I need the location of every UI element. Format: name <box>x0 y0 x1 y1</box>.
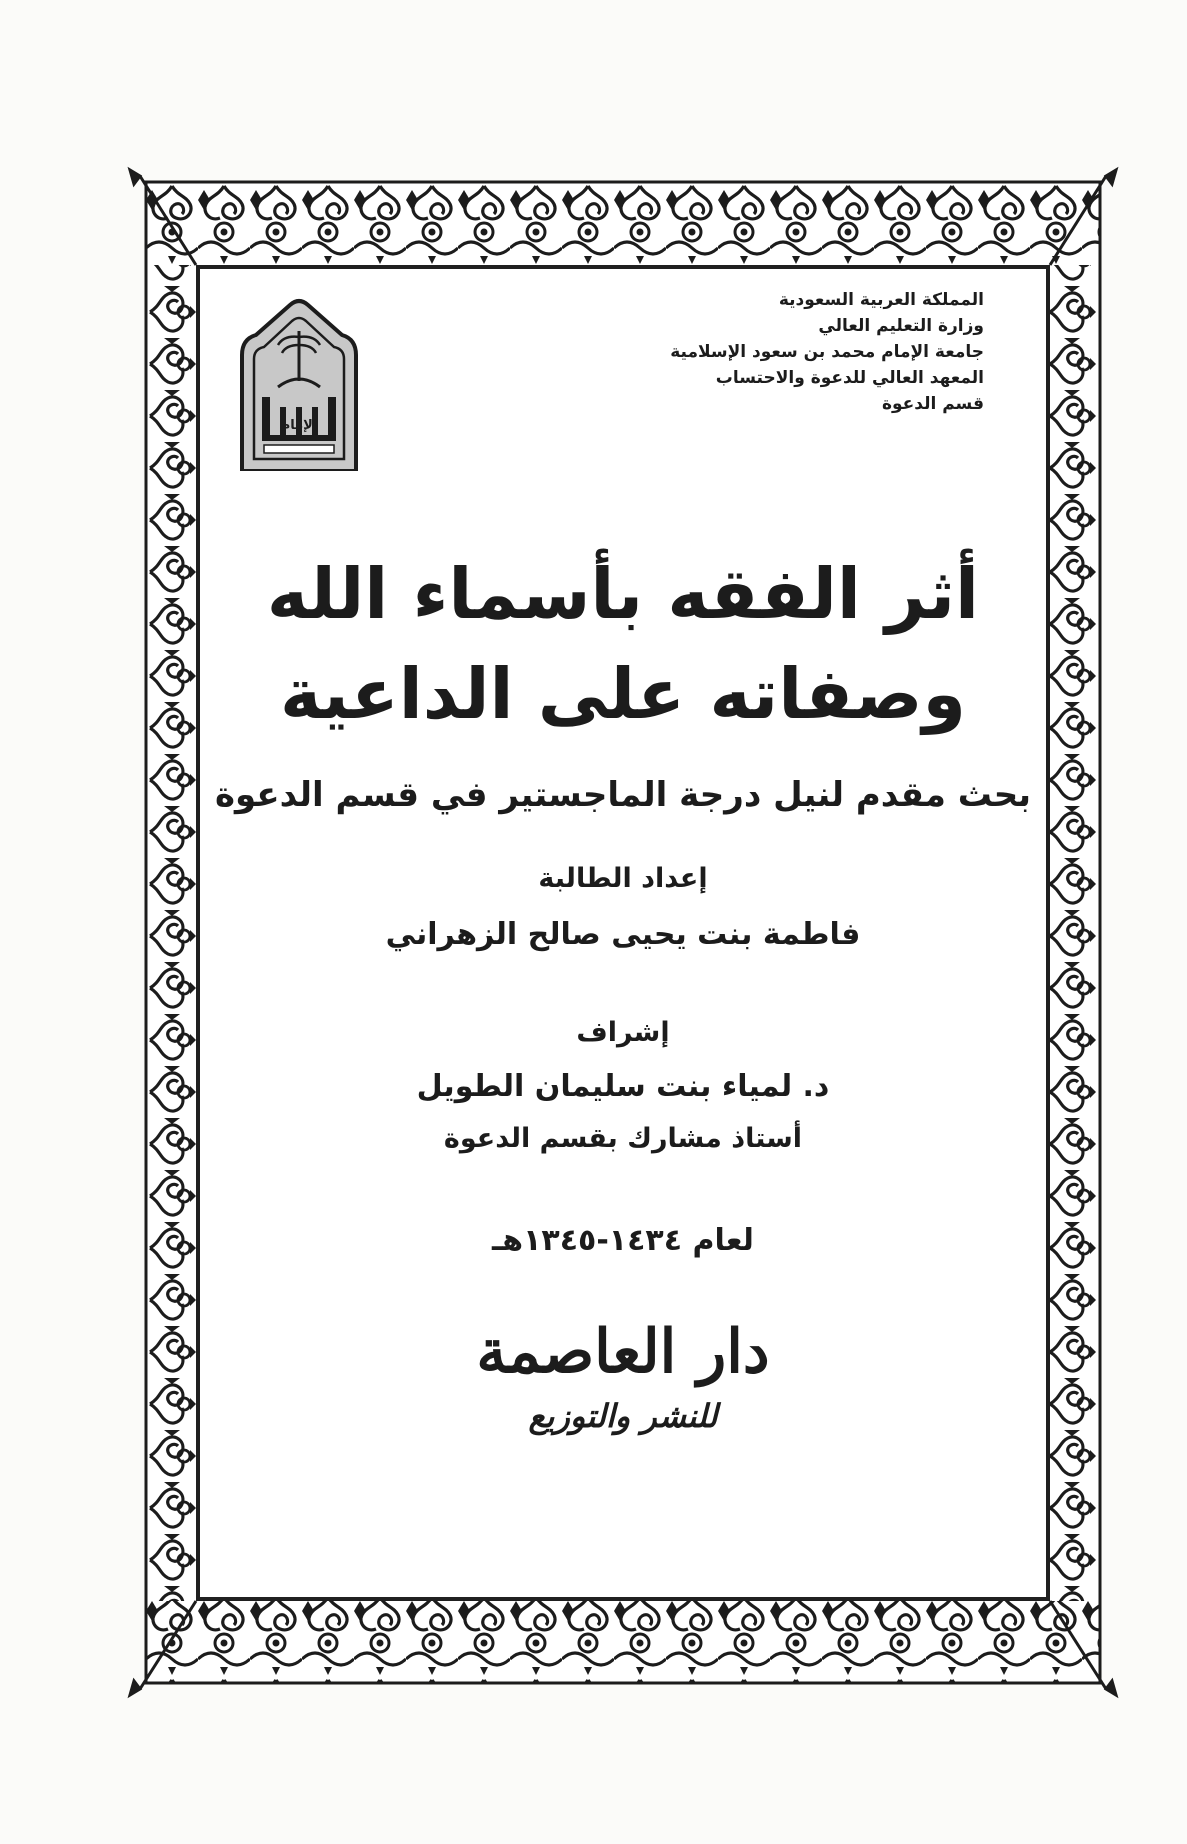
title-content <box>196 265 1050 1601</box>
publisher-logo <box>196 1317 1050 1457</box>
frame-left-band <box>146 265 196 1601</box>
supervisor-label: إشراف <box>576 1017 670 1048</box>
frame-top-band <box>146 182 1100 265</box>
institution-line-country: المملكة العربية السعودية <box>778 290 984 310</box>
institution-line-ministry: وزارة التعليم العالي <box>818 316 984 336</box>
frame-right-band <box>1050 265 1100 1601</box>
thesis-subtitle: بحث مقدم لنيل درجة الماجستير في قسم الدعوة <box>214 775 1032 815</box>
institution-line-department: قسم الدعوة <box>881 394 984 414</box>
publisher-name: دار العاصمة <box>476 1317 770 1387</box>
emblem-text: الإمام <box>280 418 318 433</box>
institution-line-institute: المعهد العالي للدعوة والاحتساب <box>715 368 984 388</box>
supervisor-name: د. لمياء بنت سليمان الطويل <box>416 1069 830 1104</box>
book-title-line-2: وصفاته على الداعية <box>279 653 967 735</box>
institution-block <box>444 287 984 417</box>
author-label: إعداد الطالبة <box>538 863 708 894</box>
author-name: فاطمة بنت يحيى صالح الزهراني <box>385 917 861 952</box>
institution-line-university: جامعة الإمام محمد بن سعود الإسلامية <box>670 342 984 362</box>
university-emblem-icon <box>234 295 364 471</box>
frame-bottom-band <box>146 1601 1100 1683</box>
book-title-line-1: أثر الفقه بأسماء الله <box>266 553 980 635</box>
publisher-tagline: للنشر والتوزيع <box>528 1397 718 1435</box>
supervisor-title: أستاذ مشارك بقسم الدعوة <box>443 1123 803 1154</box>
academic-year: لعام ١٤٣٤-١٣٤٥هـ <box>492 1223 754 1258</box>
